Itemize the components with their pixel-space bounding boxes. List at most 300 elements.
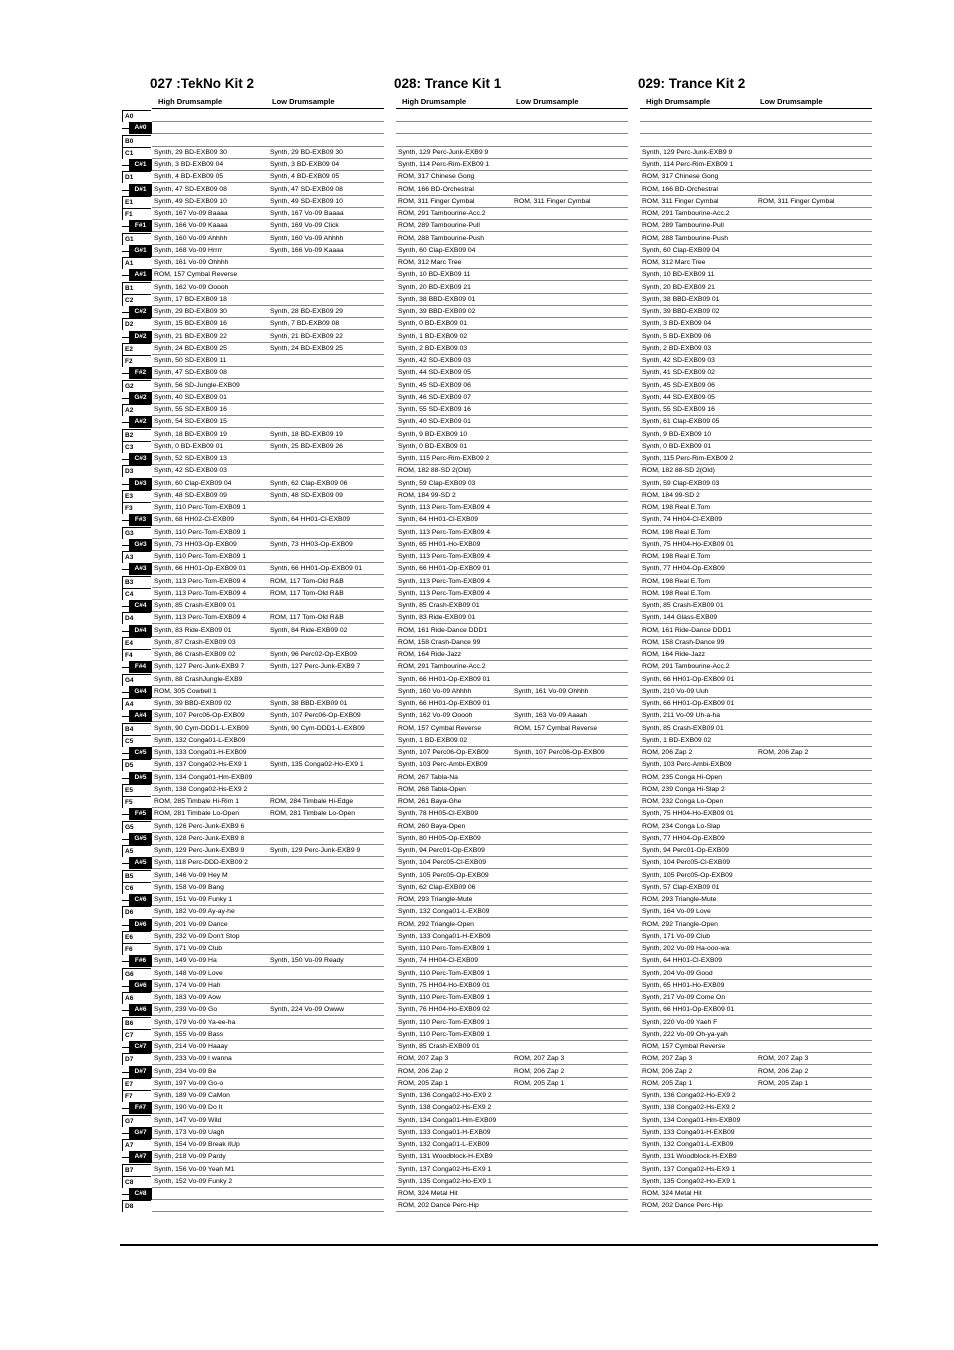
table-row [396, 1115, 628, 1127]
high-drumsample-cell: Synth, 39 BBD-EXB09 02 [642, 308, 720, 315]
high-drumsample-cell: Synth, 74 HH04-Cl-EXB09 [398, 957, 479, 965]
high-drumsample-cell: ROM, 158 Crash-Dance 99 [642, 638, 725, 646]
key-divider [122, 631, 129, 632]
table-row [152, 710, 384, 722]
table-row [152, 282, 384, 294]
key-white: G6 [122, 968, 151, 980]
table-row [152, 931, 384, 943]
key-divider [122, 226, 129, 227]
table-row [640, 318, 872, 330]
table-row [152, 441, 384, 453]
low-drumsample-cell: Synth, 107 Perc06-Op-EXB09 [270, 712, 361, 720]
high-drumsample-cell: ROM, 317 Chinese Gong [398, 173, 475, 181]
table-row [396, 1127, 628, 1139]
table-row [152, 674, 384, 686]
high-drumsample-cell: Synth, 4 BD-EXB09 05 [154, 173, 224, 181]
table-row [396, 416, 628, 428]
key-black: A#2 [129, 416, 152, 428]
high-drumsample-cell: Synth, 160 Vo-09 Ahhhh [398, 687, 472, 695]
key-black: D#1 [129, 184, 152, 196]
table-row [640, 698, 872, 710]
high-drumsample-cell: Synth, 110 Perc-Tom-EXB09 1 [154, 504, 247, 511]
high-drumsample-cell: Synth, 64 HH01-Cl-EXB09 [642, 957, 723, 965]
table-row [396, 1066, 628, 1078]
key-divider [122, 251, 129, 252]
table-row [640, 478, 872, 490]
table-row [152, 135, 384, 147]
key-white: G4 [122, 674, 151, 686]
key-black: D#5 [129, 772, 152, 784]
table-row [152, 943, 384, 955]
table-row [152, 171, 384, 183]
high-drumsample-cell: Synth, 114 Perc-Rim-EXB09 1 [398, 161, 490, 168]
key-black: A#4 [129, 710, 152, 722]
table-row [152, 808, 384, 820]
table-row [640, 147, 872, 159]
table-row [396, 135, 628, 147]
high-drumsample-cell: ROM, 161 Ride-Dance DDD1 [398, 626, 488, 634]
high-drumsample-cell: ROM, 164 Ride-Jazz [398, 651, 462, 658]
table-row [396, 159, 628, 171]
table-row [152, 882, 384, 894]
high-drumsample-cell: Synth, 214 Vo-09 Haaay [154, 1043, 228, 1050]
high-drumsample-cell: Synth, 85 Crash-EXB09 01 [642, 602, 724, 609]
high-drumsample-cell: Synth, 60 Clap-EXB09 04 [398, 246, 476, 254]
table-row [640, 943, 872, 955]
key-white: A5 [122, 845, 151, 857]
key-black: C#8 [129, 1188, 152, 1200]
table-row [640, 772, 872, 784]
low-drumsample-cell: ROM, 157 Cymbal Reverse [514, 724, 598, 732]
high-drumsample-cell: Synth, 179 Vo-09 Ya-ee-ha [154, 1018, 236, 1026]
key-white: A2 [122, 404, 151, 416]
table-row [640, 808, 872, 820]
key-divider [122, 337, 129, 338]
table-row [396, 1200, 628, 1212]
key-black: C#2 [129, 306, 152, 318]
table-row [396, 184, 628, 196]
table-row [396, 808, 628, 820]
table-row [152, 1078, 384, 1090]
high-drumsample-cell: Synth, 24 BD-EXB09 25 [154, 344, 227, 352]
high-drumsample-cell: Synth, 135 Conga02-Ho-EX9 1 [642, 1177, 736, 1185]
key-black: A#6 [129, 1004, 152, 1016]
table-row [396, 906, 628, 918]
table-row [640, 429, 872, 441]
table-row [396, 784, 628, 796]
table-row [396, 367, 628, 379]
high-drumsample-cell: ROM, 205 Zap 1 [642, 1079, 693, 1087]
key-divider [122, 961, 129, 962]
table-row [396, 429, 628, 441]
high-drumsample-cell: ROM, 207 Zap 3 [642, 1055, 693, 1063]
high-drumsample-cell: Synth, 113 Perc-Tom-EXB09 4 [398, 553, 491, 560]
high-drumsample-cell: Synth, 151 Vo-09 Funky 1 [154, 896, 233, 903]
low-drumsample-cell: Synth, 29 BD-EXB09 30 [270, 148, 343, 156]
table-row [152, 992, 384, 1004]
high-drumsample-cell: Synth, 110 Perc-Tom-EXB09 1 [398, 945, 491, 952]
table-row [152, 686, 384, 698]
table-row [152, 355, 384, 367]
table-row [152, 588, 384, 600]
high-drumsample-cell: Synth, 190 Vo-09 Do It [154, 1104, 223, 1112]
key-white: F2 [122, 355, 151, 367]
table-row [152, 784, 384, 796]
high-drumsample-cell: Synth, 107 Perc06-Op-EXB09 [398, 749, 489, 756]
high-drumsample-cell: ROM, 202 Dance Perc-Hip [642, 1202, 723, 1210]
key-black: C#6 [129, 894, 152, 906]
key-black: C#1 [129, 159, 152, 171]
high-drumsample-cell: Synth, 66 HH01-Op-EXB09 01 [154, 565, 247, 573]
high-drumsample-cell: Synth, 133 Conga01-H-EXB09 [642, 1128, 735, 1136]
high-drumsample-cell: ROM, 198 Real E.Tom [642, 577, 710, 585]
key-divider [122, 814, 129, 815]
table-row [640, 1053, 872, 1065]
high-drumsample-cell: Synth, 149 Vo-09 Ha [154, 957, 217, 965]
high-drumsample-cell: Synth, 29 BD-EXB09 30 [154, 148, 227, 156]
high-drumsample-cell: Synth, 136 Conga02-Ho-EX9 2 [642, 1092, 736, 1099]
key-black: A#1 [129, 269, 152, 281]
table-row [396, 796, 628, 808]
table-row [396, 490, 628, 502]
high-drumsample-cell: Synth, 114 Perc-Rim-EXB09 1 [642, 161, 734, 168]
high-drumsample-cell: Synth, 20 BD-EXB09 21 [398, 283, 471, 291]
table-row [396, 612, 628, 624]
high-drumsample-cell: ROM, 311 Finger Cymbal [642, 197, 719, 205]
high-drumsample-cell: Synth, 18 BD-EXB09 19 [154, 430, 227, 438]
low-drumsample-cell: Synth, 224 Vo-09 Owww [270, 1006, 345, 1014]
table-row [640, 845, 872, 857]
key-white: F5 [122, 796, 151, 808]
table-row [640, 796, 872, 808]
key-white: E6 [122, 931, 151, 943]
high-drumsample-cell: ROM, 235 Conga Hi-Open [642, 773, 723, 781]
high-drumsample-cell: Synth, 168 Vo-09 Hrrrr [154, 246, 222, 254]
table-row [396, 343, 628, 355]
table-row [640, 527, 872, 539]
high-drumsample-cell: Synth, 189 Vo-09 CaMon [154, 1092, 230, 1099]
high-drumsample-cell: Synth, 20 BD-EXB09 21 [642, 283, 715, 291]
high-drumsample-cell: Synth, 115 Perc-Rim-EXB09 2 [398, 455, 490, 462]
table-row [640, 1102, 872, 1114]
high-drumsample-cell: Synth, 133 Conga01-H-EXB09 [398, 932, 491, 940]
high-drumsample-cell: Synth, 103 Perc-Ambi-EXB09 [398, 761, 488, 769]
table-row [152, 747, 384, 759]
table-row [152, 955, 384, 967]
table-row [396, 821, 628, 833]
low-drumsample-cell: Synth, 150 Vo-09 Ready [270, 957, 344, 965]
table-row [152, 208, 384, 220]
table-row [396, 563, 628, 575]
high-drumsample-cell: Synth, 87 Crash-EXB09 03 [154, 638, 236, 646]
table-row [152, 1029, 384, 1041]
key-black: F#4 [129, 661, 152, 673]
table-row [152, 539, 384, 551]
table-row [396, 833, 628, 845]
high-drumsample-cell: ROM, 184 99-SD 2 [398, 491, 456, 499]
key-black: F#5 [129, 808, 152, 820]
high-drumsample-cell: Synth, 75 HH04-Ho-EXB09 01 [398, 981, 490, 989]
high-drumsample-cell: Synth, 40 SD-EXB09 01 [154, 393, 227, 401]
high-drumsample-cell: ROM, 288 Tambourine-Push [642, 234, 729, 242]
high-drumsample-cell: Synth, 94 Perc01-Op-EXB09 [642, 847, 729, 854]
key-divider [122, 373, 129, 374]
high-drumsample-cell: Synth, 88 CrashJungle-EXB9 [154, 675, 243, 683]
high-drumsample-cell: Synth, 202 Vo-09 Ha-ooo-wa [642, 945, 730, 952]
table-row [396, 527, 628, 539]
table-row [640, 245, 872, 257]
high-drumsample-cell: Synth, 3 BD-EXB09 04 [154, 161, 224, 168]
high-drumsample-cell: Synth, 1 BD-EXB09 02 [642, 736, 712, 744]
table-row [396, 147, 628, 159]
table-row [640, 392, 872, 404]
high-drumsample-cell: Synth, 44 SD-EXB09 05 [398, 369, 471, 377]
key-white: G3 [122, 527, 151, 539]
key-white: B5 [122, 870, 151, 882]
high-drumsample-cell: Synth, 66 HH01-Op-EXB09 01 [398, 565, 491, 573]
high-drumsample-cell: ROM, 198 Real E.Tom [642, 528, 710, 536]
high-drumsample-cell: Synth, 129 Perc-Junk-EXB9 9 [398, 148, 489, 156]
high-drumsample-cell: Synth, 2 BD-EXB09 03 [398, 344, 468, 352]
table-row [640, 1127, 872, 1139]
table-row [640, 1029, 872, 1041]
high-drumsample-cell: Synth, 42 SD-EXB09 03 [154, 467, 227, 475]
key-divider [122, 753, 129, 754]
table-row [396, 686, 628, 698]
high-drumsample-cell: Synth, 127 Perc-Junk-EXB9 7 [154, 663, 245, 671]
table-row [152, 1176, 384, 1188]
high-drumsample-cell: Synth, 118 Perc-DDD-EXB09 2 [154, 859, 248, 867]
high-drumsample-cell: Synth, 9 BD-EXB09 10 [642, 430, 712, 438]
table-row [640, 759, 872, 771]
table-row [152, 367, 384, 379]
high-drumsample-cell: Synth, 45 SD-EXB09 06 [398, 381, 471, 389]
key-white: B1 [122, 282, 151, 294]
high-drumsample-cell: Synth, 105 Perc05-Op-EXB09 [398, 871, 489, 879]
high-drumsample-cell: Synth, 103 Perc-Ambi-EXB09 [642, 761, 732, 769]
key-divider [122, 520, 129, 521]
high-drumsample-cell: Synth, 156 Vo-09 Yeah M1 [154, 1165, 235, 1173]
table-row [396, 588, 628, 600]
table-row [396, 220, 628, 232]
table-row [640, 686, 872, 698]
table-row [640, 563, 872, 575]
table-row [152, 833, 384, 845]
table-row [396, 1090, 628, 1102]
high-drumsample-cell: Synth, 218 Vo-09 Pardy [154, 1153, 226, 1161]
high-drumsample-cell: Synth, 66 HH01-Op-EXB09 01 [398, 700, 491, 707]
table-row [640, 1066, 872, 1078]
table-row [152, 159, 384, 171]
key-black: C#7 [129, 1041, 152, 1053]
key-white: G5 [122, 821, 151, 833]
key-divider [122, 692, 129, 693]
table-row [152, 331, 384, 343]
table-row [640, 870, 872, 882]
table-row [152, 1053, 384, 1065]
table-row [152, 245, 384, 257]
key-white: D5 [122, 759, 151, 771]
high-drumsample-cell: Synth, 201 Vo-09 Dance [154, 920, 228, 928]
high-drumsample-cell: ROM, 206 Zap 2 [398, 1067, 449, 1075]
key-divider [122, 1157, 129, 1158]
table-row [396, 1139, 628, 1151]
high-drumsample-cell: Synth, 174 Vo-09 Hah [154, 981, 221, 989]
key-divider [122, 1133, 129, 1134]
high-drumsample-heading: High Drumsample [402, 97, 467, 106]
high-drumsample-cell: Synth, 138 Conga02-Hs-EX9 2 [154, 785, 248, 793]
low-drumsample-cell: Synth, 84 Ride-EXB09 02 [270, 626, 348, 634]
high-drumsample-cell: Synth, 17 BD-EXB09 18 [154, 295, 227, 303]
low-drumsample-cell: Synth, 4 BD-EXB09 05 [270, 173, 340, 181]
high-drumsample-cell: Synth, 107 Perc06-Op-EXB09 [154, 712, 245, 720]
high-drumsample-cell: Synth, 133 Conga01-H-EXB09 [154, 749, 247, 756]
high-drumsample-cell: Synth, 78 HH05-Cl-EXB09 [398, 810, 479, 818]
table-row [152, 857, 384, 869]
high-drumsample-cell: Synth, 59 Clap-EXB09 03 [398, 479, 476, 487]
high-drumsample-cell: Synth, 134 Conga01-Hm-EXB09 [642, 1116, 741, 1124]
table-row [640, 110, 872, 122]
key-black: G#4 [129, 686, 152, 698]
table-row [396, 539, 628, 551]
table-row [152, 551, 384, 563]
low-drumsample-cell: Synth, 7 BD-EXB09 08 [270, 320, 340, 328]
table-row [152, 318, 384, 330]
table-row [640, 625, 872, 637]
high-drumsample-cell: ROM, 182 88-SD 2(Old) [642, 467, 715, 475]
table-row [396, 649, 628, 661]
low-drumsample-cell: ROM, 284 Timbale Hi-Edge [270, 798, 354, 805]
table-row [640, 649, 872, 661]
high-drumsample-cell: Synth, 10 BD-EXB09 11 [398, 271, 471, 279]
key-divider [122, 190, 129, 191]
key-black: G#3 [129, 539, 152, 551]
table-row [152, 1127, 384, 1139]
high-drumsample-cell: Synth, 110 Perc-Tom-EXB09 1 [398, 1018, 491, 1026]
header-rule [640, 108, 872, 109]
table-row [640, 1090, 872, 1102]
table-row [152, 257, 384, 269]
table-row [396, 392, 628, 404]
high-drumsample-cell: Synth, 104 Perc05-Cl-EXB09 [398, 859, 487, 867]
high-drumsample-cell: Synth, 135 Conga02-Ho-EX9 1 [398, 1177, 492, 1185]
high-drumsample-cell: Synth, 152 Vo-09 Funky 2 [154, 1177, 233, 1185]
key-black: A#5 [129, 857, 152, 869]
table-row [640, 514, 872, 526]
table-row [152, 1188, 384, 1200]
table-row [396, 1188, 628, 1200]
table-row [396, 257, 628, 269]
table-row [152, 1115, 384, 1127]
key-white: A6 [122, 992, 151, 1004]
table-row [640, 637, 872, 649]
table-row [396, 992, 628, 1004]
key-divider [122, 165, 129, 166]
low-drumsample-cell: Synth, 38 BBD-EXB09 01 [270, 700, 348, 707]
key-white: C1 [122, 147, 151, 159]
key-white: C3 [122, 441, 151, 453]
table-row [396, 196, 628, 208]
table-row [152, 649, 384, 661]
table-row [640, 919, 872, 931]
high-drumsample-cell: Synth, 56 SD-Jungle-EXB09 [154, 381, 240, 389]
high-drumsample-cell: Synth, 110 Perc-Tom-EXB09 1 [398, 1030, 491, 1038]
key-divider [122, 1194, 129, 1195]
high-drumsample-cell: ROM, 289 Tambourine-Pull [642, 222, 724, 230]
high-drumsample-cell: ROM, 202 Dance Perc-Hip [398, 1202, 479, 1210]
high-drumsample-cell: ROM, 157 Cymbal Reverse [642, 1043, 726, 1050]
high-drumsample-cell: Synth, 62 Clap-EXB09 06 [398, 883, 476, 891]
key-divider [122, 863, 129, 864]
high-drumsample-cell: ROM, 158 Crash-Dance 99 [398, 638, 481, 646]
table-row [152, 404, 384, 416]
table-row [396, 441, 628, 453]
table-row [152, 196, 384, 208]
low-drumsample-cell: Synth, 167 Vo-09 Baaaa [270, 210, 344, 217]
table-row [152, 1200, 384, 1212]
key-black: D#3 [129, 478, 152, 490]
table-row [396, 122, 628, 134]
table-row [640, 784, 872, 796]
low-drumsample-cell: Synth, 21 BD-EXB09 22 [270, 332, 343, 340]
table-row [640, 416, 872, 428]
table-row [396, 723, 628, 735]
low-drumsample-cell: ROM, 117 Tom-Old R&B [270, 614, 344, 622]
table-row [640, 404, 872, 416]
table-row [640, 833, 872, 845]
table-row [152, 429, 384, 441]
table-row [152, 527, 384, 539]
table-row [640, 1176, 872, 1188]
table-row [640, 955, 872, 967]
table-row [640, 196, 872, 208]
table-row [640, 306, 872, 318]
high-drumsample-cell: Synth, 61 Clap-EXB09 05 [642, 418, 720, 426]
high-drumsample-cell: Synth, 57 Clap-EXB09 01 [642, 883, 720, 891]
high-drumsample-cell: Synth, 158 Vo-09 Bang [154, 883, 224, 891]
low-drumsample-cell: ROM, 311 Finger Cymbal [758, 197, 835, 205]
high-drumsample-cell: Synth, 55 SD-EXB09 16 [398, 406, 471, 413]
high-drumsample-cell: Synth, 137 Conga02-Hs-EX9 1 [642, 1165, 736, 1173]
key-black: A#3 [129, 563, 152, 575]
high-drumsample-cell: Synth, 66 HH01-Op-EXB09 01 [642, 675, 735, 683]
high-drumsample-cell: Synth, 171 Vo-09 Club [154, 945, 223, 952]
table-row [640, 1041, 872, 1053]
low-drumsample-cell: ROM, 207 Zap 3 [758, 1055, 809, 1063]
high-drumsample-cell: ROM, 324 Metal Hit [642, 1190, 702, 1197]
high-drumsample-cell: Synth, 74 HH04-Cl-EXB09 [642, 516, 723, 524]
low-drumsample-heading: Low Drumsample [272, 97, 335, 106]
high-drumsample-cell: ROM, 232 Conga Lo-Open [642, 798, 724, 805]
high-drumsample-cell: ROM, 207 Zap 3 [398, 1055, 449, 1063]
table-row [396, 208, 628, 220]
table-row [152, 600, 384, 612]
table-row [640, 588, 872, 600]
key-white: D3 [122, 465, 151, 477]
high-drumsample-cell: ROM, 289 Tambourine-Pull [398, 222, 480, 230]
high-drumsample-cell: Synth, 144 Glass-EXB09 [642, 614, 718, 622]
table-row [152, 1139, 384, 1151]
high-drumsample-cell: Synth, 80 HH05-Op-EXB09 [398, 834, 481, 842]
key-divider [122, 275, 129, 276]
table-row [152, 1041, 384, 1053]
table-row [152, 759, 384, 771]
high-drumsample-cell: Synth, 110 Perc-Tom-EXB09 1 [398, 994, 491, 1001]
table-row [152, 796, 384, 808]
table-row [396, 1029, 628, 1041]
table-row [640, 821, 872, 833]
key-black: D#6 [129, 919, 152, 931]
